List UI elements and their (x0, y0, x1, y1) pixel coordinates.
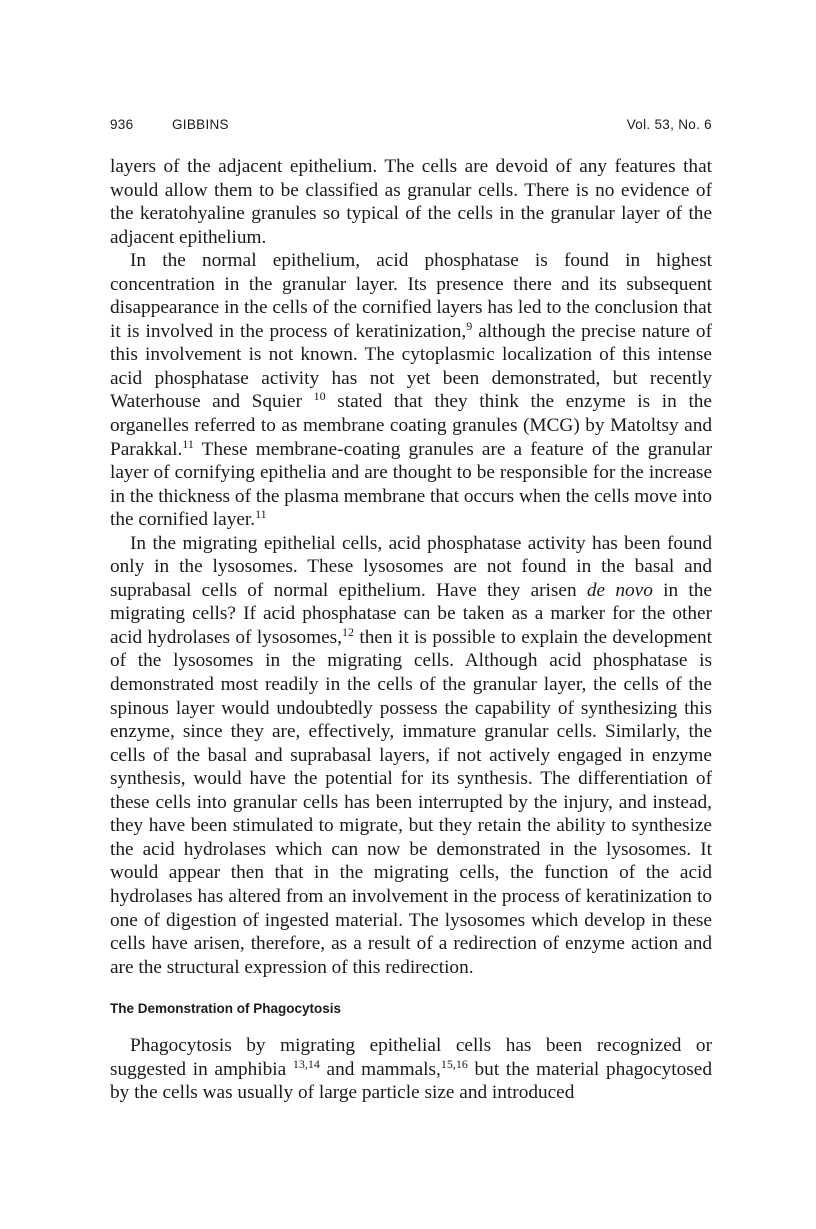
paragraph-phagocytosis (110, 1034, 712, 1105)
paragraph-text: then it is possible to explain the development of the lysosomes in the migrating cells. Although acid phosphatase is demonstrated most readily in the cells of the granular layer, the cells of the spinous layer would undoubtedly possess the capability of synthesizing this enzyme, since they are, effectively, immature granular cells. Similarly, the cells of the basal and suprabasal layers, if not actively engaged in enzyme synthesis, would have the potential for its synthesis. The differentiation of these cells into granular cells has been interrupted by the injury, and instead, they have been stimulated to migrate, but they retain the ability to synthesize the acid hydrolases which can now be demonstrated in the lysosomes. It would appear then that in the migrating cells, the function of the acid hydrolases has altered from an involvement in the process of keratinization to one of digestion of ingested material. The lysosomes which develop in these cells have arisen, therefore, as a result of a redirection of enzyme action and are the structural expression of this redirection. (110, 626, 712, 978)
running-header (110, 117, 712, 132)
paragraph-text: These membrane-coating granules are a feature of the granular layer of cornifying epithelia and are thought to be responsible for the increase in the thickness of the plasma membrane that occurs when the cells move into the cornified layer. (110, 438, 712, 531)
reference-13-14: 13,14 (292, 1056, 320, 1071)
paragraph-text: In the migrating epithelial cells, acid phosphatase activity has been found only in the lysosomes. These lysosomes are not found in the basal and suprabasal cells of normal epithelium. Have they arisen (110, 532, 712, 601)
page-number: 936 (110, 117, 134, 132)
italic-term: de novo (586, 579, 653, 601)
reference-9: 9 (466, 318, 473, 333)
paragraph-text: in the migrating cells? If acid phosphatase can be taken as a marker for the other acid hydrolases of lysosomes, (110, 579, 712, 648)
reference-15-16: 15,16 (440, 1056, 468, 1071)
paragraph-acid-phosphatase (110, 249, 712, 532)
body-text (110, 155, 712, 979)
paragraph-continued (110, 155, 712, 249)
paragraph-text: although the precise nature of this involvement is not known. The cytoplasmic localization of this intense acid phosphatase activity has not yet been demonstrated, but recently Waterhouse and Squier (110, 320, 712, 413)
paragraph-migrating-cells (110, 532, 712, 979)
running-author: GIBBINS (172, 117, 229, 132)
paragraph-text: stated that they think the enzyme is in the organelles referred to as membrane coating granules (MCG) by Matoltsy and Parakkal. (110, 391, 712, 460)
paragraph-text: and mammals, (319, 1058, 441, 1080)
reference-12: 12 (341, 624, 354, 639)
paragraph-text: In the normal epithelium, acid phosphatase is found in highest concentration in the granular layer. Its presence there and its subsequent disappearance in the cells of the cornified layers has led to the conclusion that it is involved in the process of keratinization, (110, 250, 712, 342)
reference-11: 11 (255, 507, 267, 522)
paragraph-text: Phagocytosis by migrating epithelial cells has been recognized or suggested in amphibia (110, 1035, 712, 1080)
section-body-text (110, 1034, 712, 1105)
paragraph-text: but the material phagocytosed by the cells was usually of large particle size and introduced (110, 1058, 712, 1104)
section-heading: The Demonstration of Phagocytosis (110, 1001, 342, 1016)
reference-11: 11 (182, 436, 194, 451)
paragraph-text: layers of the adjacent epithelium. The cells are devoid of any features that would allow them to be classified as granular cells. There is no evidence of the keratohyaline granules so typical of the cells in the granular layer of the adjacent epithelium. (110, 156, 712, 248)
reference-10: 10 (313, 389, 326, 404)
volume-issue: Vol. 53, No. 6 (626, 117, 712, 132)
